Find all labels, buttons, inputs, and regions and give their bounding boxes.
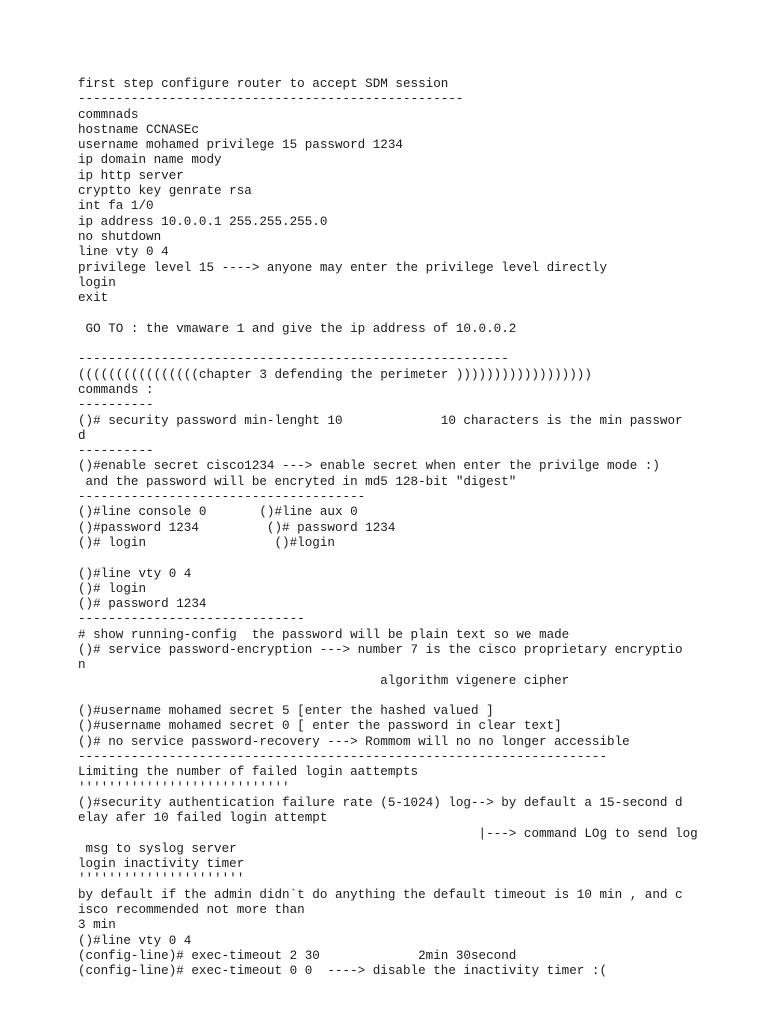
text-line: d (78, 428, 86, 443)
chapter-heading: ((((((((((((((((chapter 3 defending the perimeter )))))))))))))))))) (78, 367, 592, 382)
text-line: ()#username mohamed secret 5 [enter the hashed valued ] (78, 704, 494, 719)
text-line: no shutdown (78, 229, 162, 244)
text-line: hostname CCNASEc (78, 122, 199, 137)
text-line: elay afer 10 failed login attempt (78, 811, 328, 826)
text-line: ip http server (78, 168, 184, 183)
text-line: by default if the admin didn`t do anything the default timeout is 10 min , and c (78, 887, 683, 902)
text-line: ip domain name mody (78, 153, 222, 168)
text-line: ()#password 1234 ()# password 1234 (78, 520, 396, 535)
text-line: ()# service password-encryption ---> number 7 is the cisco proprietary encryptio (78, 642, 683, 657)
divider-line: --------------------------------------------------- (78, 92, 464, 107)
divider-line: ---------- (78, 398, 154, 413)
blank-line (78, 551, 698, 566)
text-line: privilege level 15 ----> anyone may enter the privilege level directly (78, 260, 608, 275)
text-line: algorithm vigenere cipher (78, 673, 570, 688)
blank-line (78, 337, 698, 352)
blank-line (78, 689, 698, 704)
text-line: |---> command LOg to send log (78, 826, 698, 841)
text-line: line vty 0 4 (78, 245, 169, 260)
text-line: GO TO : the vmaware 1 and give the ip address of 10.0.0.2 (78, 321, 517, 336)
text-line: ()# no service password-recovery ---> Rommom will no no longer accessible (78, 734, 630, 749)
text-line: ()#username mohamed secret 0 [ enter the password in clear text] (78, 719, 562, 734)
document-page (78, 77, 698, 980)
text-line: commnads (78, 107, 139, 122)
underline-marks: '''''''''''''''''''''' (78, 872, 245, 887)
divider-line: ---------- (78, 444, 154, 459)
text-line: (config-line)# exec-timeout 2 30 2min 30second (78, 948, 517, 963)
text-line: ()# login (78, 581, 147, 596)
text-line: first step configure router to accept SDM session (78, 77, 449, 91)
text-line: exit (78, 291, 109, 306)
text-line: ()#line vty 0 4 (78, 566, 192, 581)
text-line: (config-line)# exec-timeout 0 0 ----> disable the inactivity timer :( (78, 964, 608, 979)
divider-line: --------------------------------------------------------- (78, 352, 509, 367)
text-line: and the password will be encryted in md5 128-bit "digest" (78, 474, 517, 489)
text-line: isco recommended not more than (78, 903, 305, 918)
text-line: ()# password 1234 (78, 597, 207, 612)
section-heading: Limiting the number of failed login aattempts (78, 765, 419, 780)
text-line: ()#line console 0 ()#line aux 0 (78, 505, 358, 520)
divider-line: -------------------------------------- (78, 490, 366, 505)
text-line: username mohamed privilege 15 password 1234 (78, 138, 403, 153)
divider-line: ------------------------------ (78, 612, 305, 627)
blank-line (78, 306, 698, 321)
text-line: ()#enable secret cisco1234 ---> enable secret when enter the privilge mode :) (78, 459, 660, 474)
text-line: ip address 10.0.0.1 255.255.255.0 (78, 214, 328, 229)
section-heading: login inactivity timer (78, 857, 245, 872)
text-line: int fa 1/0 (78, 199, 154, 214)
underline-marks: '''''''''''''''''''''''''''' (78, 780, 290, 795)
text-line: commands : (78, 382, 154, 397)
text-line: 3 min (78, 918, 116, 933)
text-line: n (78, 658, 86, 673)
text-line: msg to syslog server (78, 841, 237, 856)
text-line: cryptto key genrate rsa (78, 184, 252, 199)
divider-line: ---------------------------------------------------------------------- (78, 750, 608, 765)
text-line: # show running-config the password will be plain text so we made (78, 627, 570, 642)
text-line: ()#line vty 0 4 (78, 933, 192, 948)
text-line: ()# login ()#login (78, 535, 335, 550)
text-line: ()#security authentication failure rate (5-1024) log--> by default a 15-second d (78, 795, 683, 810)
text-line: ()# security password min-lenght 10 10 characters is the min passwor (78, 413, 683, 428)
text-line: login (78, 275, 116, 290)
